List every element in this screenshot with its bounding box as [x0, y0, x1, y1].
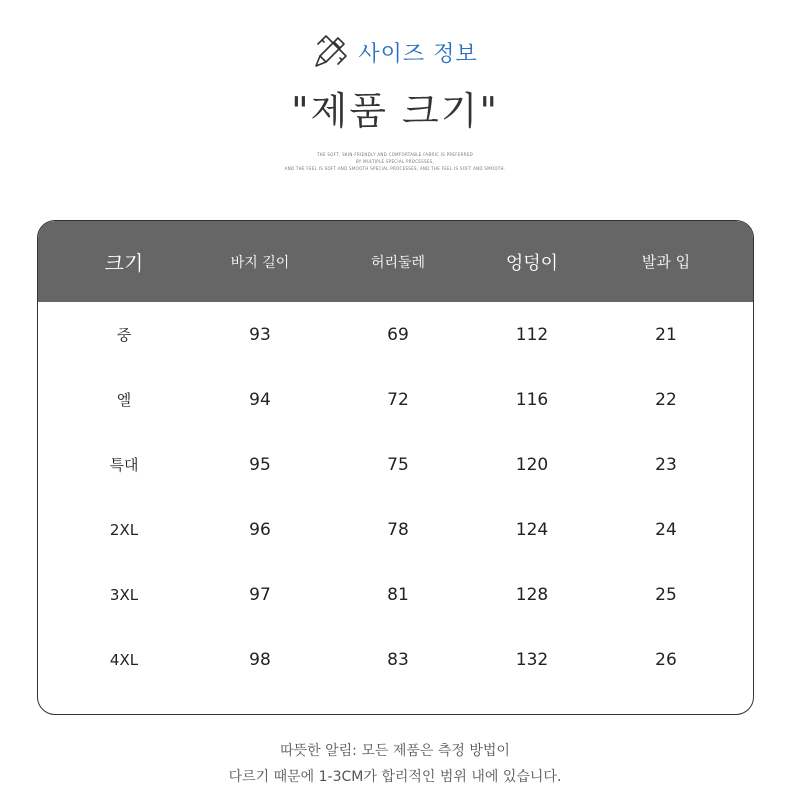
table-cell: 2XL	[109, 520, 139, 539]
table-cell: 128	[515, 584, 549, 605]
table-cell: 25	[655, 584, 677, 605]
table-row	[38, 627, 753, 692]
table-cell: 75	[387, 454, 409, 475]
column-header-pants-length: 바지 길이	[230, 254, 290, 271]
table-cell: 83	[387, 649, 409, 670]
table-cell: 98	[249, 649, 271, 670]
table-cell: 72	[387, 389, 409, 410]
section-header-label: 사이즈 정보	[358, 41, 478, 67]
column-header-hip: 엉덩이	[505, 252, 559, 274]
table-cell: 엘	[116, 391, 132, 409]
column-header-leg-opening: 발과 입	[641, 253, 691, 271]
table-cell: 97	[249, 584, 271, 605]
table-cell: 116	[515, 389, 549, 410]
table-cell: 특대	[109, 456, 139, 474]
column-header-size: 크기	[104, 251, 144, 275]
table-header	[38, 221, 753, 302]
size-table	[37, 220, 754, 715]
table-cell: 중	[116, 326, 132, 344]
table-cell: 23	[655, 454, 677, 475]
table-cell: 22	[655, 389, 677, 410]
table-cell: 26	[655, 649, 677, 670]
notice-line-2: 다르기 때문에 1-3CM가 합리적인 범위 내에 있습니다.	[228, 769, 562, 785]
table-body	[38, 302, 753, 692]
table-cell: 3XL	[109, 585, 139, 604]
table-cell: 120	[515, 454, 549, 475]
ruler-pencil-icon	[312, 34, 348, 70]
table-cell: 93	[249, 324, 271, 345]
table-cell: 81	[387, 584, 409, 605]
table-row	[38, 302, 753, 367]
table-cell: 94	[249, 389, 271, 410]
table-row	[38, 367, 753, 432]
table-cell: 96	[249, 519, 271, 540]
page-title: "제품 크기"	[291, 89, 499, 133]
fine-print-line-3: AND THE FEEL IS SOFT AND SMOOTH SPECIAL PROCESSES, AND THE FEEL IS SOFT AND SMOOTH.	[284, 166, 506, 171]
notice-line-1: 따뜻한 알림: 모든 제품은 측정 방법이	[280, 743, 510, 759]
table-cell: 124	[515, 519, 549, 540]
table-cell: 4XL	[109, 650, 139, 669]
table-row	[38, 497, 753, 562]
table-cell: 24	[655, 519, 677, 540]
table-row	[38, 562, 753, 627]
table-cell: 78	[387, 519, 409, 540]
section-header	[0, 30, 790, 74]
fine-print-line-2: BY MULTIPLE SPECIAL PROCESSES,	[355, 159, 435, 164]
table-cell: 21	[655, 324, 677, 345]
fine-print-line-1: THE SOFT, SKIN-FRIENDLY AND COMFORTABLE FABRIC IS PREFERRED	[316, 152, 474, 157]
table-cell: 132	[515, 649, 549, 670]
table-cell: 69	[387, 324, 409, 345]
table-cell: 95	[249, 454, 271, 475]
column-header-waist: 허리둘레	[370, 254, 426, 271]
table-cell: 112	[515, 324, 549, 345]
table-row	[38, 432, 753, 497]
